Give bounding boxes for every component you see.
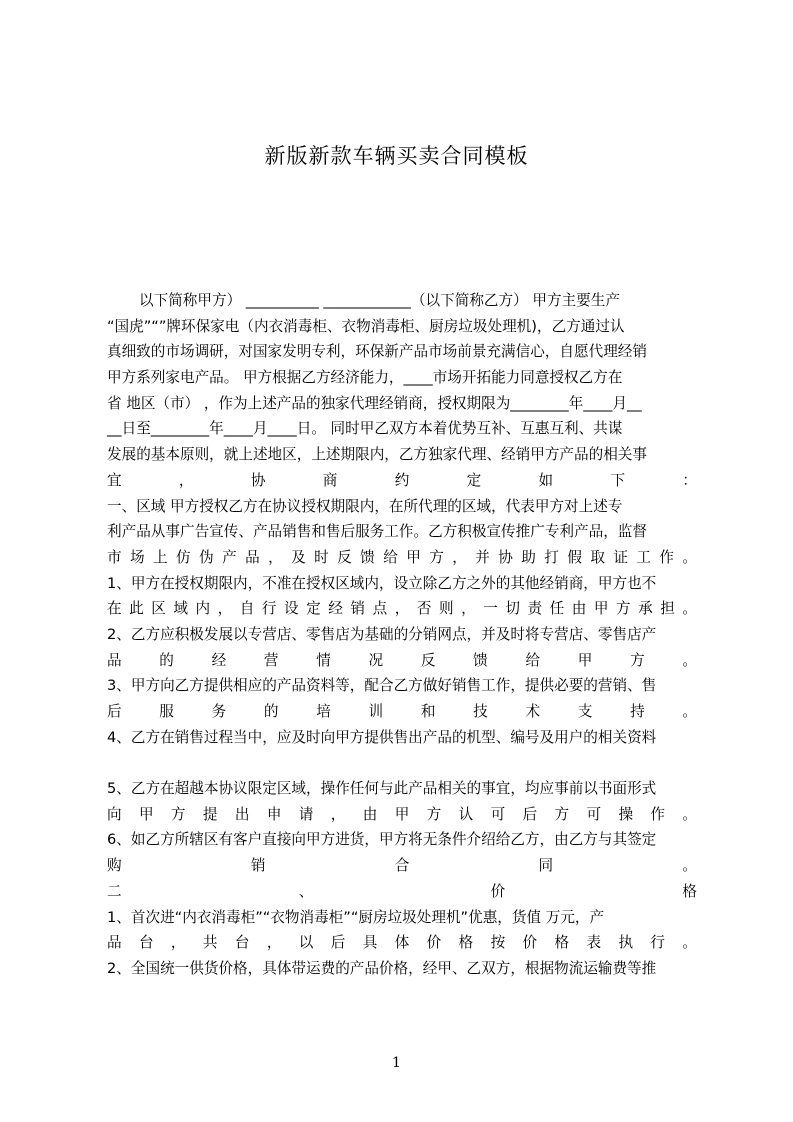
text-line: 在 此 区 域 内 ， 自 行 设 定 经 销 点 ， 否 则 ， 一 切 责 任 由 甲 方 承 担 。 — [107, 600, 697, 618]
text-line: 品 的 经 营 情 况 反 馈 给 甲 方 。 — [107, 651, 697, 669]
text-line: 真细致的市场调研，对国家发明专利，环保新产品市场前景充满信心，自愿代理经销 — [107, 343, 647, 361]
blank-line — [107, 750, 697, 776]
text-line: 二 、 价 格 — [107, 882, 793, 900]
text-line: 1、首次进“内衣消毒柜”“衣物消毒柜”“厨房垃圾处理机”优惠，货值 万元，产 — [107, 908, 605, 926]
text-line: 4、乙方在销售过程当中，应及时向甲方提供售出产品的机型、编号及用户的相关资料 — [107, 728, 657, 746]
text-line: 向 甲 方 提 出 申 请 ， 由 甲 方 认 可 后 方 可 操 作 。 — [107, 805, 697, 823]
text-line: 2、全国统一供货价格，具体带运费的产品价格，经甲、乙双方，根据物流运输费等推 — [107, 959, 657, 977]
text-line: __日至________年____月____日。 同时甲乙双方本着优势互补、互惠互利、共谋 — [107, 420, 623, 438]
text-line: 市 场 上 仿 伪 产 品 ， 及 时 反 馈 给 甲 方 ， 并 协 助 打 假 取 证 工 作 。 — [107, 548, 697, 566]
text-line: 5、乙方在超越本协议限定区域，操作任何与此产品相关的事宜，均应事前以书面形式 — [107, 780, 657, 798]
text-line: 后 服 务 的 培 训 和 技 术 支 持 。 — [107, 703, 697, 720]
document-body — [107, 288, 793, 982]
text-line: “国虎”“”牌环保家电（内衣消毒柜、衣物消毒柜、厨房垃圾处理机)，乙方通过认 — [107, 317, 625, 335]
text-line: 2、乙方应积极发展以专营店、零售店为基础的分销网点，并及时将专营店、零售店产 — [107, 625, 657, 643]
text-line: 宜 ， 协 商 约 定 如 下 ： — [107, 471, 697, 489]
text-line: 购 销 合 同 。 — [107, 857, 697, 875]
text-line: 6、如乙方所辖区有客户直接向甲方进货，甲方将无条件介绍给乙方，由乙方与其签定 — [107, 831, 657, 849]
text-line: 品 台 ， 共 台 ， 以 后 具 体 价 格 按 价 格 表 执 行 。 — [107, 934, 697, 952]
document-title: 新版新款车辆买卖合同模板 — [264, 144, 529, 168]
text-line: 1、甲方在授权期限内，不准在授权区域内，设立除乙方之外的其他经销商，甲方也不 — [107, 574, 657, 592]
text-line: 一、区域 甲方授权乙方在协议授权期限内，在所代理的区域，代表甲方对上述专 — [107, 497, 623, 515]
text-line: 以下简称甲方） __________ ____________（以下简称乙方） 甲方主要生产 — [139, 292, 620, 309]
page-number: 1 — [392, 1055, 401, 1071]
text-line: 省 地区（市） ，作为上述产品的独家代理经销商，授权期限为________年____月__ — [107, 394, 642, 412]
text-line: 利产品从事广告宣传、产品销售和售后服务工作。乙方积极宣传推广专利产品，监督 — [107, 523, 647, 541]
text-line: 发展的基本原则，就上述地区，上述期限内，乙方独家代理、经销甲方产品的相关事 — [107, 446, 647, 464]
text-line: 甲方系列家电产品。 甲方根据乙方经济能力，____市场开拓能力同意授权乙方在 — [107, 369, 623, 387]
text-line: 3、甲方向乙方提供相应的产品资料等，配合乙方做好销售工作，提供必要的营销、售 — [107, 677, 657, 695]
